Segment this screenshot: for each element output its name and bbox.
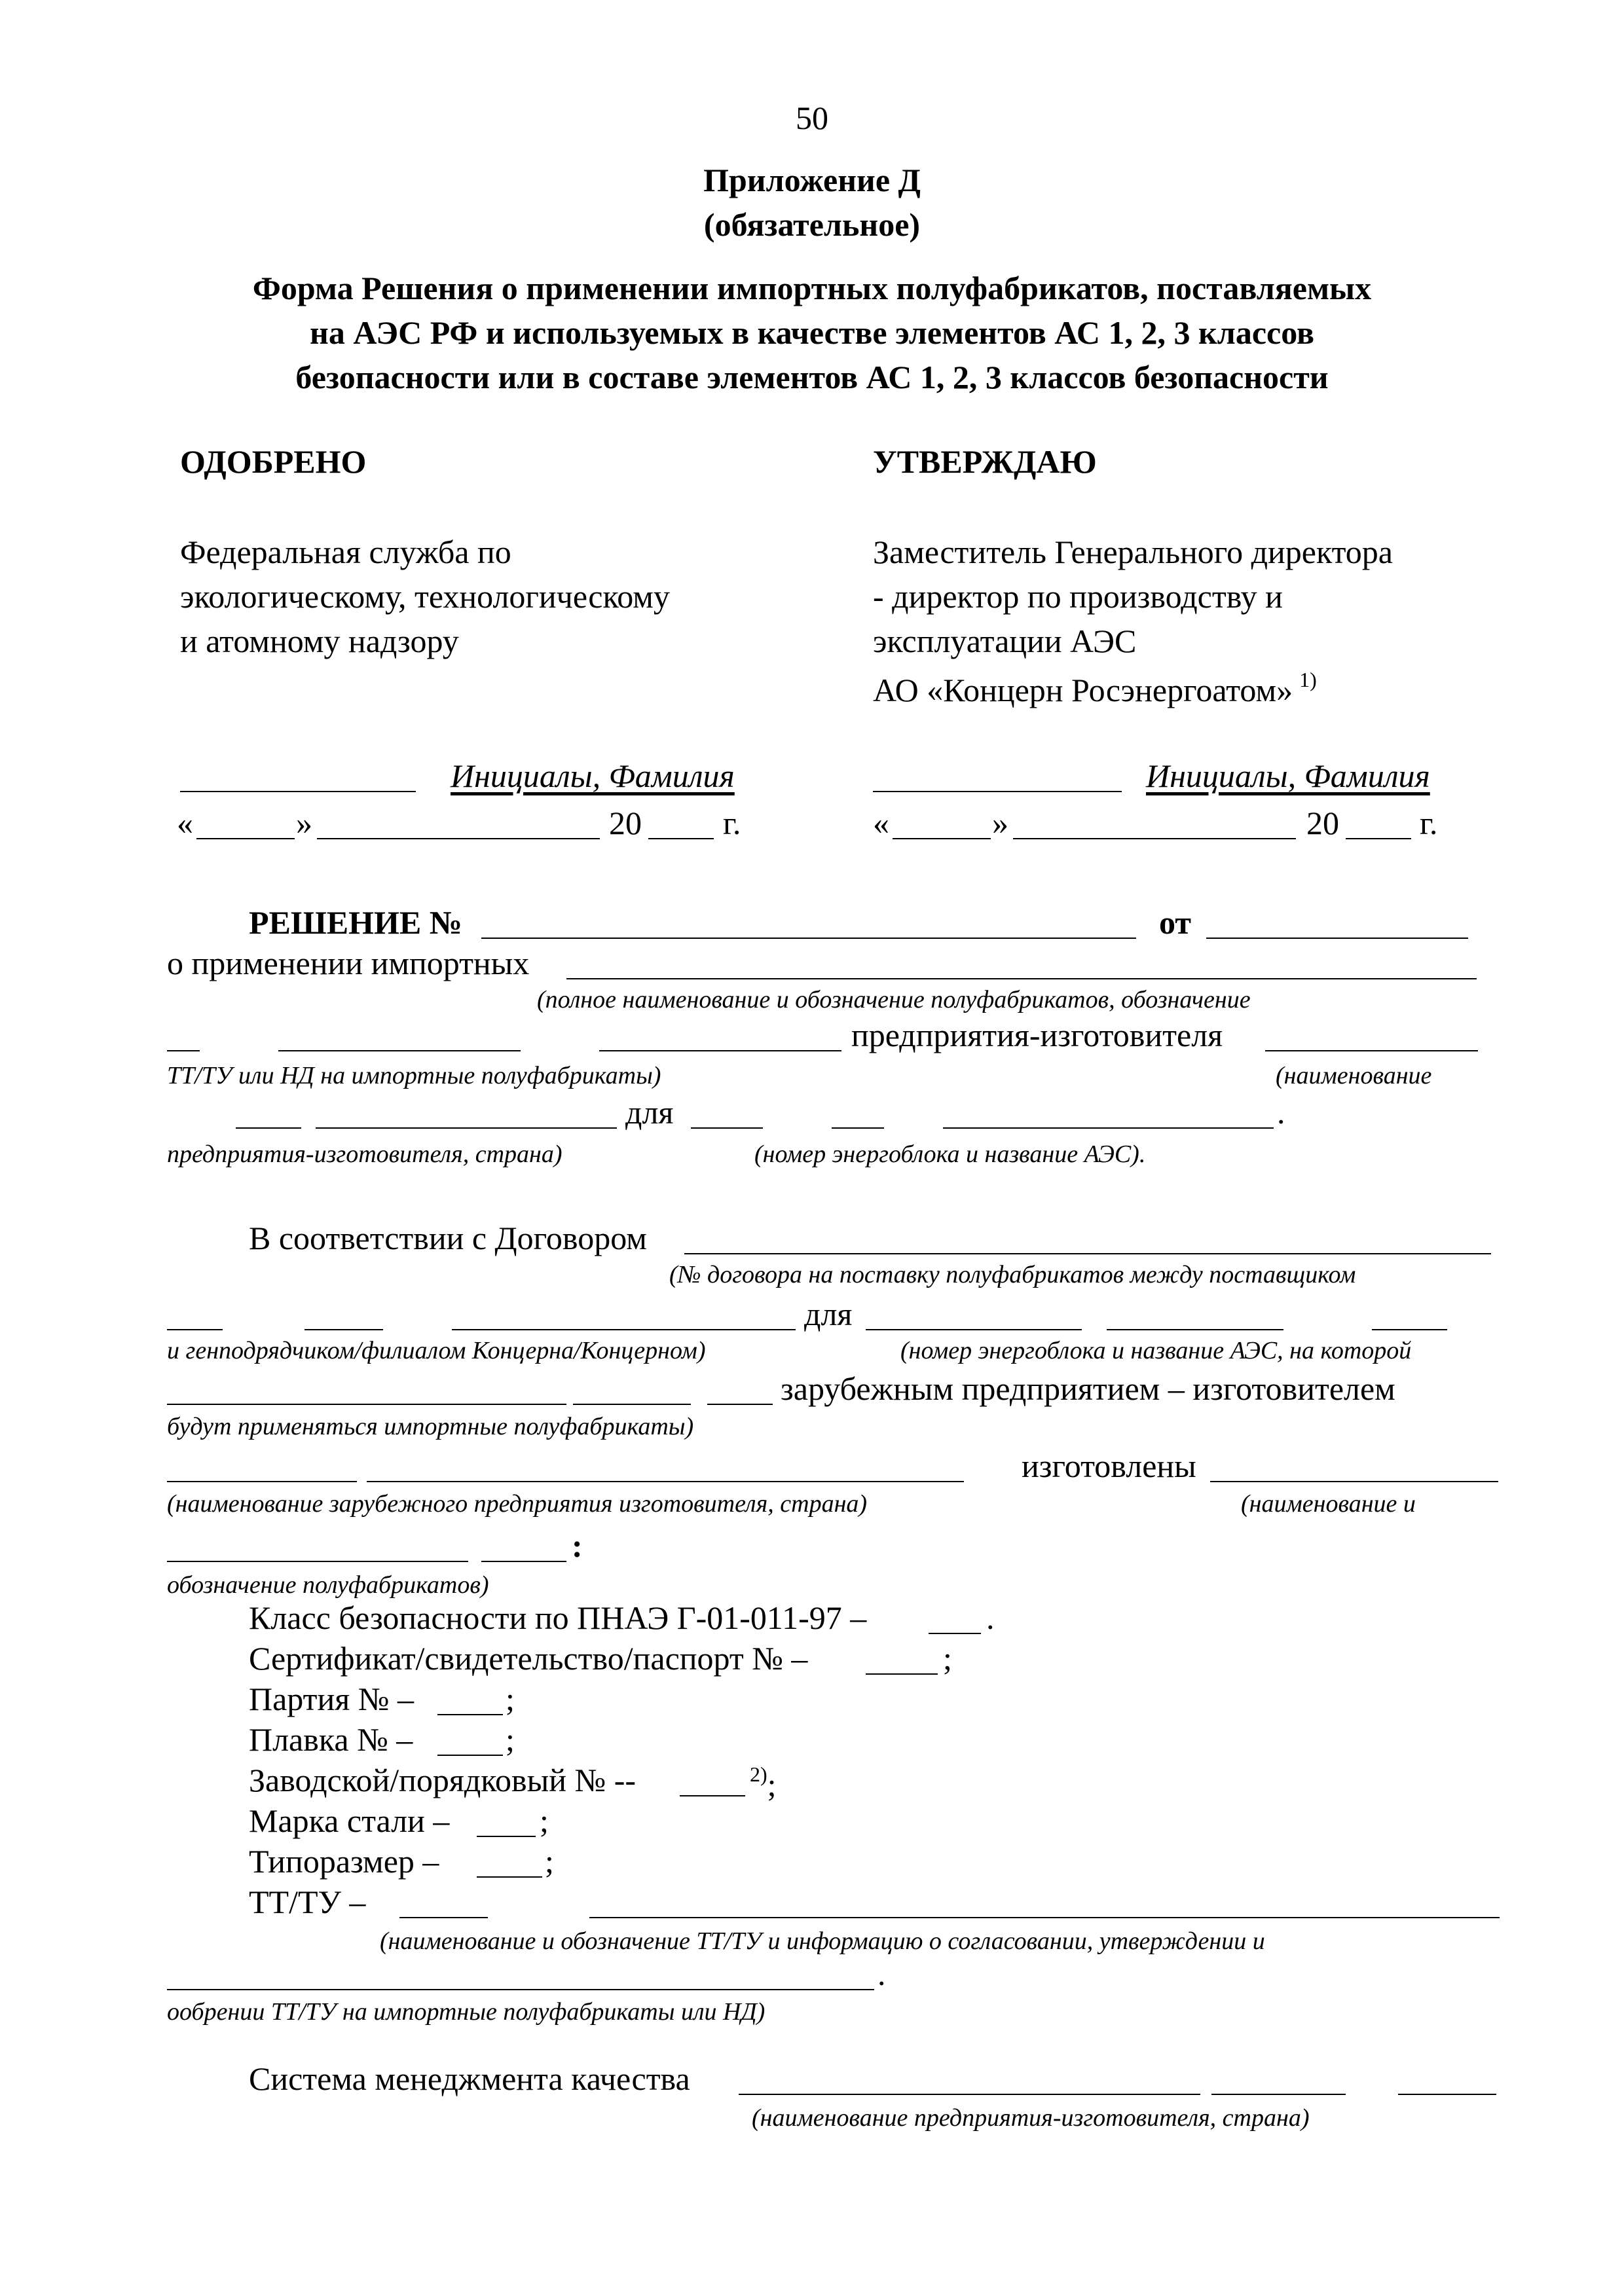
hint-unit: (номер энергоблока и название АЭС). xyxy=(754,1140,1146,1168)
decision-about-label: о применении импортных xyxy=(167,945,530,981)
made-name-field[interactable] xyxy=(1210,1481,1498,1482)
decision-from-label: от xyxy=(1159,904,1191,941)
qms-field-1[interactable] xyxy=(739,2094,1200,2095)
contractor-field-3[interactable] xyxy=(452,1329,796,1330)
supply-field-2[interactable] xyxy=(573,1404,691,1405)
decision-date-field[interactable] xyxy=(1206,938,1468,939)
footnote-2-marker: 2) xyxy=(750,1762,767,1786)
approve-signature-line[interactable] xyxy=(873,791,1122,792)
designation-field-2[interactable] xyxy=(481,1561,566,1562)
appendix-status: (обязательное) xyxy=(703,206,921,243)
batch-field[interactable] xyxy=(437,1714,503,1715)
approve-day-field[interactable] xyxy=(893,838,991,839)
tt-field-3[interactable] xyxy=(599,1050,841,1051)
tt-field-1[interactable] xyxy=(167,1050,200,1051)
contract-intro: В соответствии с Договором xyxy=(249,1220,647,1256)
approve-initials: Инициалы, Фамилия xyxy=(1146,757,1430,794)
approve-org-line-3: эксплуатации АЭС xyxy=(873,623,1137,659)
ttu-label: ТТ/ТУ – xyxy=(249,1884,366,1920)
decision-heading: РЕШЕНИЕ № xyxy=(249,904,463,941)
contract-number-field[interactable] xyxy=(684,1253,1491,1254)
hint-foreign-name: (наименование зарубежного предприятия изготовителя, страна) xyxy=(167,1490,868,1518)
batch-end: ; xyxy=(506,1681,515,1717)
ttu-end-dot: . xyxy=(877,1956,886,1992)
manufacturer-label: предприятия-изготовителя xyxy=(851,1017,1223,1053)
certificate-label: Сертификат/свидетельство/паспорт № – xyxy=(249,1640,808,1677)
size-label: Типоразмер – xyxy=(249,1843,439,1880)
safety-class-label: Класс безопасности по ПНАЭ Г-01-011-97 – xyxy=(249,1599,867,1636)
batch-label: Партия № – xyxy=(249,1681,414,1717)
qms-field-3[interactable] xyxy=(1398,2094,1496,2095)
approve-heading: УТВЕРЖДАЮ xyxy=(873,443,1097,480)
appendix-title: Приложение Д xyxy=(703,162,921,198)
semi-product-name-field[interactable] xyxy=(566,978,1477,979)
hint-full-name: (полное наименование и обозначение полуфабрикатов, обозначение xyxy=(537,986,1251,1013)
contract-for-label: для xyxy=(804,1296,853,1332)
melt-label: Плавка № – xyxy=(249,1721,413,1758)
contractor-field-1[interactable] xyxy=(167,1329,223,1330)
hint-ttu-2: ообрении ТТ/ТУ на импортные полуфабрикаты или НД) xyxy=(167,1998,766,2026)
footnote-1-marker: 1) xyxy=(1299,668,1317,691)
manufacturer-name-field[interactable] xyxy=(1265,1050,1478,1051)
qms-field-2[interactable] xyxy=(1211,2094,1346,2095)
serial-end: $^{2)}$; xyxy=(750,1762,777,1803)
form-title-line-3: безопасности или в составе элементов АС 1, 2, 3 классов безопасности xyxy=(295,359,1329,395)
approve-month-field[interactable] xyxy=(1013,838,1296,839)
hint-designation: обозначение полуфабрикатов) xyxy=(167,1571,489,1599)
manufacturer-country-field-2[interactable] xyxy=(316,1127,617,1129)
approved-org-line-2: экологическому, технологическому xyxy=(180,578,670,615)
foreign-name-field-2[interactable] xyxy=(367,1481,964,1482)
form-title-line-2: на АЭС РФ и используемых в качестве элементов АС 1, 2, 3 классов xyxy=(310,314,1314,351)
contract-unit-field-3[interactable] xyxy=(1372,1329,1447,1330)
serial-field[interactable] xyxy=(680,1795,745,1796)
unit-field-3[interactable] xyxy=(943,1127,1274,1129)
safety-class-end: . xyxy=(986,1599,995,1636)
hint-manuf-country: предприятия-изготовителя, страна) xyxy=(167,1140,563,1168)
approve-org-line-1: Заместитель Генерального директора xyxy=(873,534,1393,570)
for-label: для xyxy=(625,1094,674,1131)
steel-label: Марка стали – xyxy=(249,1802,450,1839)
approve-year-prefix: 20 xyxy=(1306,805,1339,841)
serial-label: Заводской/порядковый № -- xyxy=(249,1762,637,1798)
approve-date-close-quote: » xyxy=(992,805,1008,841)
decision-number-field[interactable] xyxy=(481,938,1136,939)
approved-day-field[interactable] xyxy=(196,838,295,839)
melt-end: ; xyxy=(506,1721,515,1758)
qms-label: Система менеджмента качества xyxy=(249,2060,690,2097)
safety-class-field[interactable] xyxy=(929,1633,981,1634)
approve-year-field[interactable] xyxy=(1346,838,1411,839)
hint-contract: (№ договора на поставку полуфабрикатов между поставщиком xyxy=(669,1261,1356,1288)
foreign-manufacturer-label: зарубежным предприятием – изготовителем xyxy=(781,1370,1395,1407)
hint-qms: (наименование предприятия-изготовителя, страна) xyxy=(752,2104,1310,2132)
approved-year-prefix: 20 xyxy=(609,805,642,841)
approved-org-line-1: Федеральная служба по xyxy=(180,534,511,570)
contract-unit-field-2[interactable] xyxy=(1107,1329,1283,1330)
steel-field[interactable] xyxy=(477,1836,536,1837)
unit-field-2[interactable] xyxy=(832,1127,884,1129)
contract-unit-field-1[interactable] xyxy=(866,1329,1082,1330)
ttu-field-2[interactable] xyxy=(589,1917,1500,1918)
approved-date-close-quote: » xyxy=(296,805,312,841)
supply-field-3[interactable] xyxy=(707,1404,773,1405)
size-end: ; xyxy=(545,1843,554,1880)
hint-contractor: и генподрядчиком/филиалом Концерна/Концерном) xyxy=(167,1337,706,1364)
unit-field-end-dot: . xyxy=(1277,1094,1285,1131)
melt-field[interactable] xyxy=(437,1755,503,1756)
page-number: 50 xyxy=(796,100,828,136)
tt-field-2[interactable] xyxy=(278,1050,521,1051)
contractor-field-2[interactable] xyxy=(304,1329,383,1330)
approved-month-field[interactable] xyxy=(317,838,600,839)
approved-date-open-quote: « xyxy=(177,805,193,841)
approve-org-line-4: АО «Концерн Росэнергоатом» $^{1)}$ xyxy=(873,668,1317,708)
certificate-field[interactable] xyxy=(866,1673,938,1675)
approve-year-suffix: г. xyxy=(1420,805,1438,841)
approve-date-open-quote: « xyxy=(873,805,889,841)
ttu-field-3[interactable] xyxy=(167,1989,874,1990)
foreign-name-field-1[interactable] xyxy=(167,1481,357,1482)
manufacturer-country-field-1[interactable] xyxy=(236,1127,301,1129)
size-field[interactable] xyxy=(477,1876,542,1878)
approved-heading: ОДОБРЕНО xyxy=(180,443,367,480)
hint-unit-where: (номер энергоблока и название АЭС, на которой xyxy=(900,1337,1412,1364)
supply-field-1[interactable] xyxy=(167,1404,566,1405)
approved-org-line-3: и атомному надзору xyxy=(180,623,459,659)
made-label: изготовлены xyxy=(1022,1448,1196,1484)
hint-tt: ТТ/ТУ или НД на импортные полуфабрикаты) xyxy=(167,1062,661,1089)
hint-ttu: (наименование и обозначение ТТ/ТУ и информацию о согласовании, утверждении и xyxy=(380,1927,1265,1955)
hint-naming: (наименование xyxy=(1276,1062,1432,1089)
certificate-end: ; xyxy=(943,1640,952,1677)
steel-end: ; xyxy=(540,1802,549,1839)
approved-year-suffix: г. xyxy=(723,805,741,841)
approved-signature-line[interactable] xyxy=(180,791,416,792)
ttu-field-1[interactable] xyxy=(399,1917,488,1918)
approved-year-field[interactable] xyxy=(648,838,714,839)
form-title-line-1: Форма Решения о применении импортных полуфабрикатов, поставляемых xyxy=(252,270,1372,306)
hint-name-and: (наименование и xyxy=(1241,1490,1416,1518)
designation-colon: : xyxy=(572,1527,583,1564)
unit-field-1[interactable] xyxy=(691,1127,763,1129)
approved-initials: Инициалы, Фамилия xyxy=(451,757,735,794)
designation-field-1[interactable] xyxy=(167,1561,468,1562)
hint-will-use: будут применяться импортные полуфабрикаты) xyxy=(167,1413,694,1440)
approve-org-line-2: - директор по производству и xyxy=(873,578,1283,615)
